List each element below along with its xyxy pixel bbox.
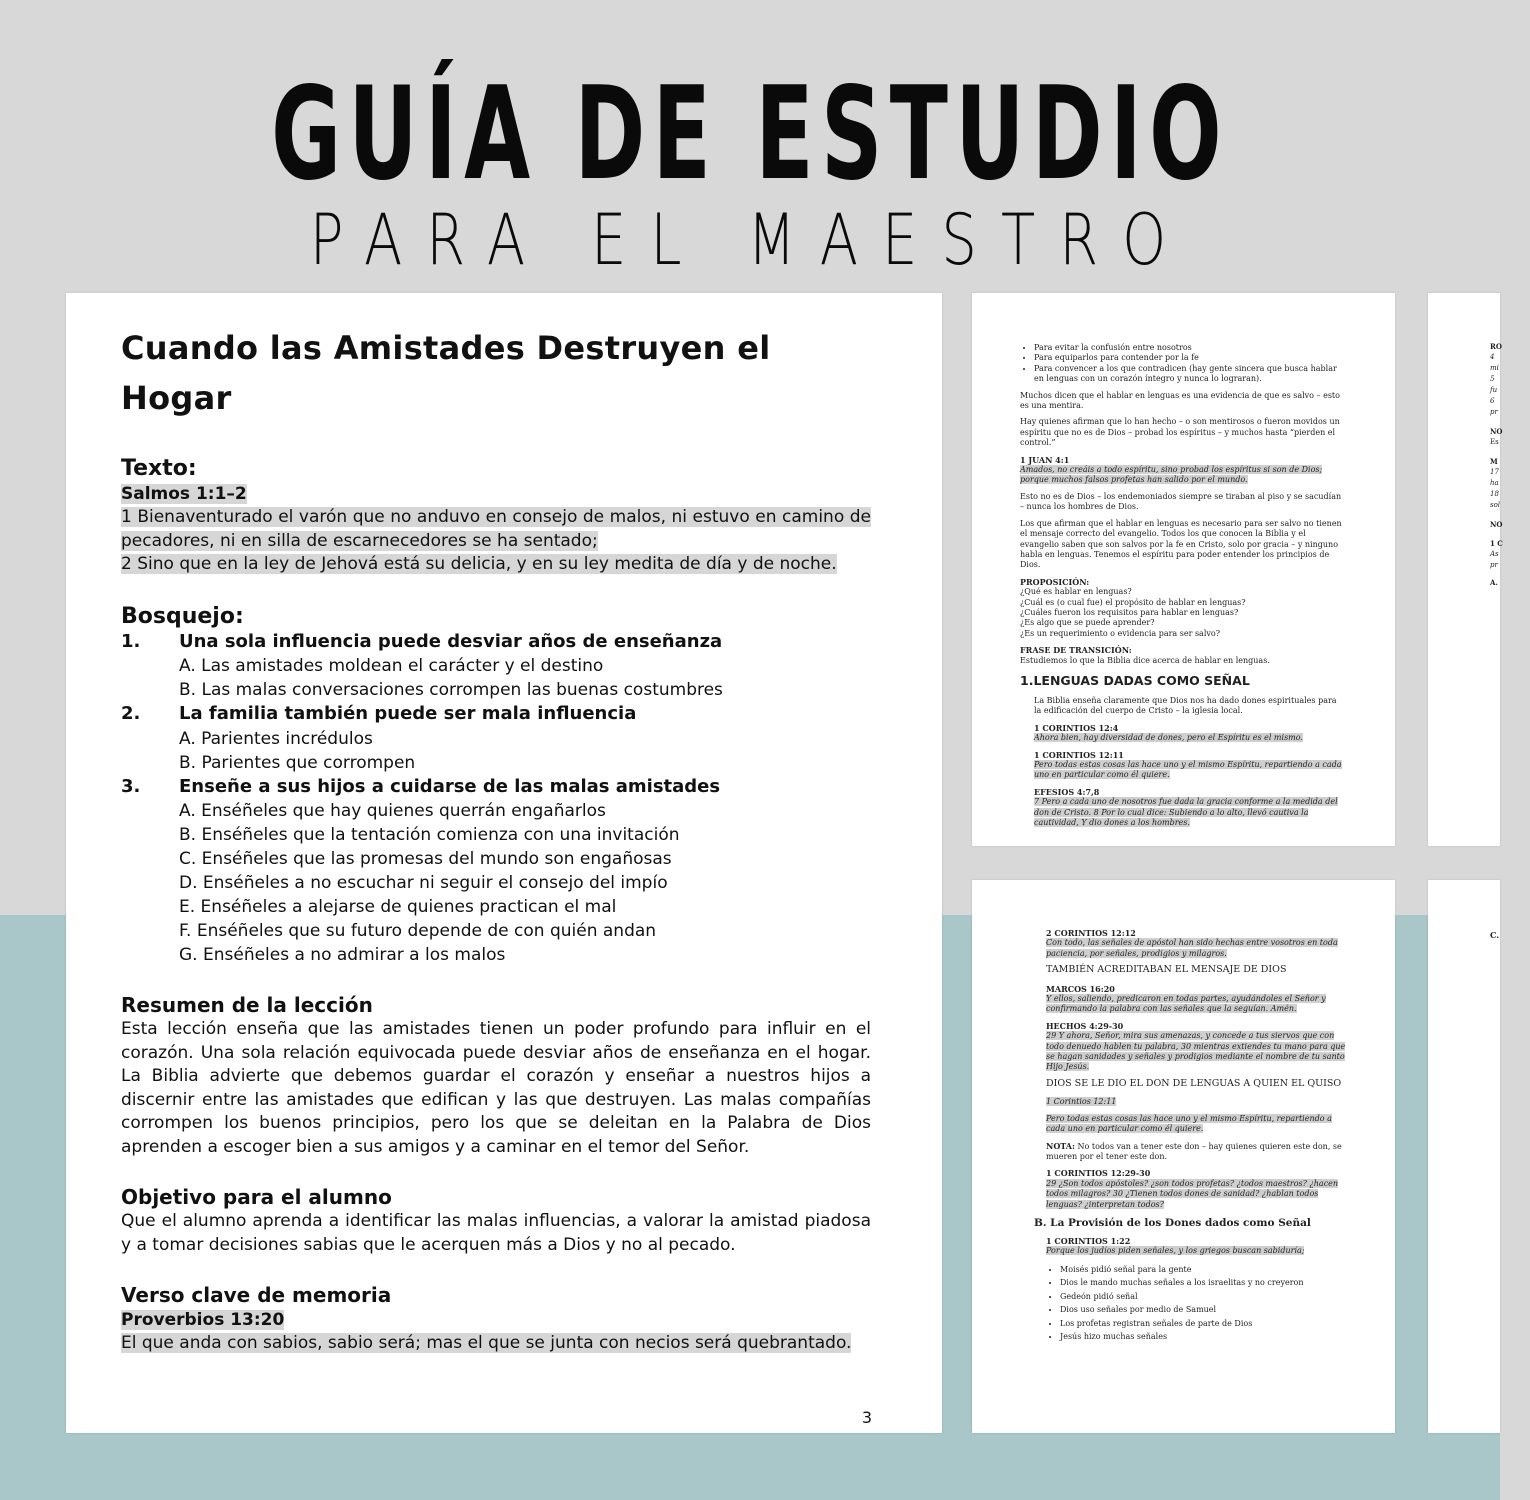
mini-label: PROPOSICIÓN: — [1020, 576, 1090, 587]
mini-fragment: ha — [1490, 479, 1499, 487]
lesson-title: Cuando las Amistades Destruyen el Hogar — [121, 329, 771, 417]
mini-fragment: mi — [1490, 364, 1499, 372]
verso-reference: Proverbios 13:20 — [121, 1310, 285, 1330]
outline-subpoint: A. Enséñeles que hay quienes querrán engañarlos — [179, 801, 606, 821]
mini-reference: 2 CORINTIOS 12:12 — [1046, 928, 1136, 938]
mini-line: ¿Es un requerimiento o evidencia para ser salvo? — [1020, 628, 1221, 638]
mini-reference: HECHOS 4:29-30 — [1046, 1020, 1124, 1031]
mini-verse: Pero todas estas cosas las hace uno y el mismo Espíritu, repartiendo a cada uno en particular como él quiere. — [1034, 760, 1342, 780]
mini-verse: Amados, no creáis a todo espíritu, sino probad los espíritus si son de Dios; porque muchos falsos profetas han salido por el mundo. — [1020, 465, 1323, 485]
mini-fragment: As — [1490, 550, 1499, 558]
outline-point — [121, 775, 871, 800]
outline-number: 1. — [121, 630, 141, 652]
mini-verse: 29 Y ahora, Señor, mira sus amenazas, y concede a tus siervos que con todo denuedo hablen tu palabra, 30 mientras extiendes tu mano para que se hagan sanidades y señales y prodigios mediante el nombre de tu santo Hijo Jesús. — [1046, 1031, 1346, 1072]
mini-fragment: pr — [1490, 561, 1498, 569]
mini-fragment: 17 — [1490, 468, 1499, 476]
mini-label: FRASE DE TRANSICIÓN: — [1020, 645, 1132, 656]
mini-reference: 1 CORINTIOS 12:4 — [1034, 722, 1119, 733]
preview-page-right-top — [1428, 293, 1503, 846]
mini-label: NOTA: — [1046, 1140, 1075, 1151]
mini-line: ¿Cuál es (o cual fue) el propósito de hablar en lenguas? — [1020, 597, 1246, 607]
texto-reference: Salmos 1:1–2 — [121, 484, 247, 504]
preview-page-right-bottom — [1428, 880, 1500, 1433]
resumen-heading: Resumen de la lección — [121, 993, 373, 1017]
mini-verse: 29 ¿Son todos apóstoles? ¿son todos profetas? ¿todos maestros? ¿hacen todos milagros? 30 ¿Tienen todos dones de sanidad? ¿hablan todos lenguas? ¿interpretan todos? — [1046, 1178, 1339, 1209]
mini-fragment: pr — [1490, 408, 1498, 416]
mini-verse: Porque los judíos piden señales, y los griegos buscan sabiduría; — [1046, 1246, 1305, 1256]
mini-fragment: NO — [1490, 520, 1503, 529]
mini-section-heading: B. La Provisión de los Dones dados como Señal — [1034, 1216, 1311, 1229]
mini-fragment: 6 — [1490, 397, 1495, 405]
verso-heading: Verso clave de memoria — [121, 1283, 392, 1307]
mini-verse: Ahora bien, hay diversidad de dones, pero el Espíritu es el mismo. — [1034, 733, 1303, 743]
mini-caption: DIOS SE LE DIO EL DON DE LENGUAS A QUIEN EL QUISO — [1046, 1077, 1342, 1089]
mini-fragment: fu — [1490, 386, 1498, 394]
outline-label: La familia también puede ser mala influencia — [179, 703, 637, 724]
mini-fragment: NO — [1490, 427, 1503, 436]
page-number: 3 — [861, 1408, 872, 1427]
outline-point — [121, 702, 871, 727]
mini-paragraph: La Biblia enseña claramente que Dios nos ha dado dones espirituales para la edificación del cuerpo de Cristo – la iglesia local. — [1034, 695, 1337, 716]
mini-verse: 7 Pero a cada uno de nosotros fue dada la gracia conforme a la medida del don de Cristo. 8 Por lo cual dice: Subiendo a lo alto, llevó cautiva la cautividad, Y dio dones a los hombres. — [1034, 797, 1338, 828]
outline-subpoint: B. Enséñeles que la tentación comienza con una invitación — [179, 825, 680, 845]
mini-paragraph: No todos van a tener este don – hay quienes quieren este don, se mueren por el tener este don. — [1046, 1141, 1342, 1161]
mini-bullet: • Gedeón pidió señal — [1060, 1290, 1346, 1304]
mini-bullet: • Para convencer a los que contradicen (hay gente sincera que busca hablar en lenguas con un corazón íntegro y nunca lo lograran). — [1034, 364, 1346, 385]
texto-verse-2: 2 Sino que en la ley de Jehová está su delicia, y en su ley medita de día y de noche. — [121, 554, 837, 574]
mini-fragment: 18 — [1490, 490, 1499, 498]
objetivo-heading: Objetivo para el alumno — [121, 1185, 392, 1209]
outline-subpoint: C. Enséñeles que las promesas del mundo son engañosas — [179, 849, 672, 869]
mini-reference: EFESIOS 4:7,8 — [1034, 786, 1100, 797]
mini-bullet: • Dios uso señales por medio de Samuel — [1060, 1303, 1346, 1317]
mini-fragment: M — [1490, 457, 1498, 466]
outline-subpoint: E. Enséñeles a alejarse de quienes practican el mal — [179, 897, 617, 917]
mini-fragment: RO — [1490, 342, 1502, 351]
mini-fragment: C. — [1490, 930, 1500, 940]
preview-page-bottom — [972, 880, 1395, 1433]
texto-verse-1: 1 Bienaventurado el varón que no anduvo en consejo de malos, ni estuvo en camino de pecadores, ni en silla de escarnecedores se ha sentado; — [121, 507, 871, 551]
outline-label: Una sola influencia puede desviar años de enseñanza — [179, 630, 723, 652]
mini-fragment: 5 — [1490, 375, 1495, 383]
mini-fragment: 4 — [1490, 353, 1495, 361]
cover-title: GUÍA DE ESTUDIO — [271, 60, 1229, 209]
mini-fragment: Es — [1490, 438, 1499, 446]
preview-page-top — [972, 293, 1395, 846]
mini-bullet: • Jesús hizo muchas señales — [1060, 1330, 1346, 1344]
outline-subpoint: B. Las malas conversaciones corrompen las buenas costumbres — [179, 680, 723, 700]
mini-caption: TAMBIÉN ACREDITABAN EL MENSAJE DE DIOS — [1046, 964, 1287, 976]
mini-paragraph: Los que afirman que el hablar en lenguas es necesario para ser salvo no tienen el mensaje correcto del evangelio. Todos los que conocen la Biblia y el evangelio saben que son salvos por la fe en Cristo, solo por gracia – y ninguno habla en lenguas. Tenemos el espíritu para poder entender los principios de Dios. — [1020, 518, 1342, 570]
mini-fragment: sol — [1490, 501, 1501, 509]
objetivo-body: Que el alumno aprenda a identificar las malas influencias, a valorar la amistad piadosa y a tomar decisiones sabias que le acerquen más a Dios y no al pecado. — [121, 1211, 871, 1255]
verso-text: El que anda con sabios, sabio será; mas el que se junta con necios será quebrantado. — [121, 1333, 852, 1353]
texto-heading: Texto: — [121, 456, 197, 481]
mini-paragraph: Muchos dicen que el hablar en lenguas es una evidencia de que es salvo – esto es una mentira. — [1020, 390, 1340, 411]
outline-number: 3. — [121, 775, 141, 797]
mini-verse: Con todo, las señales de apóstol han sido hechas entre vosotros en toda paciencia, por señales, prodigios y milagros. — [1046, 938, 1338, 958]
outline-subpoint: F. Enséñeles que su futuro depende de con quién andan — [179, 921, 657, 941]
mini-bullet: • Los profetas registran señales de parte de Dios — [1060, 1317, 1346, 1331]
mini-bullet: • Moisés pidió señal para la gente — [1060, 1263, 1346, 1277]
mini-reference: 1 CORINTIOS 12:29-30 — [1046, 1168, 1151, 1179]
mini-fragment: A. — [1490, 578, 1498, 587]
mini-reference: MARCOS 16:20 — [1046, 983, 1115, 994]
outline-subpoint: A. Parientes incrédulos — [179, 728, 373, 749]
outline-subpoint: D. Enséñeles a no escuchar ni seguir el consejo del impío — [179, 873, 668, 893]
resumen-body: Esta lección enseña que las amistades tienen un poder profundo para influir en el corazón. Una sola relación equivocada puede desviar años de enseñanza en el hogar. La Biblia advierte que debemos guardar el corazón y enseñar a nuestros hijos a discernir entre las amistades que edifican y las que destruyen. Las malas compañías corrompen los buenos principios, pero los que se deleitan en la Palabra de Dios aprenden a escoger bien a sus amigos y a caminar en el temor del Señor. — [121, 1019, 871, 1157]
mini-line: ¿Cuáles fueron los requisitos para hablar en lenguas? — [1020, 607, 1239, 617]
mini-verse: Pero todas estas cosas las hace uno y el mismo Espíritu, repartiendo a cada uno en particular como él quiere. — [1046, 1113, 1332, 1134]
mini-paragraph: Hay quienes afirman que lo han hecho – o son mentirosos o fueron movidos un espíritu que no es de Dios – probad los espíritus – y muchos hasta “pierden el control.” — [1020, 417, 1340, 448]
mini-reference: 1 JUAN 4:1 — [1020, 454, 1070, 465]
mini-line: ¿Es algo que se puede aprender? — [1020, 618, 1155, 628]
main-page — [66, 293, 942, 1433]
outline-number: 2. — [121, 703, 141, 724]
mini-section-heading: 1.LENGUAS DADAS COMO SEÑAL — [1020, 672, 1250, 688]
mini-fragment: 1 C — [1490, 539, 1503, 548]
mini-bullet: • Dios le mando muchas señales a los israelitas y no creyeron — [1060, 1276, 1346, 1290]
mini-bullet: • Para evitar la confusión entre nosotros — [1034, 343, 1346, 353]
outline-subpoint: A. Las amistades moldean el carácter y el destino — [179, 656, 604, 676]
bosquejo-heading: Bosquejo: — [121, 603, 244, 629]
cover-subtitle: PARA EL MAESTRO — [309, 199, 1191, 281]
mini-reference: 1 Corintios 12:11 — [1046, 1097, 1117, 1107]
outline-point — [121, 630, 871, 655]
mini-paragraph: Esto no es de Dios – los endemoniados siempre se tiraban al piso y se sacudían – nunca los hombres de Dios. — [1020, 491, 1342, 512]
outline-subpoint: G. Enséñeles a no admirar a los malos — [179, 945, 506, 965]
mini-verse: Y ellos, saliendo, predicaron en todas partes, ayudándoles el Señor y confirmando la palabra con las señales que la seguían. Amén. — [1046, 994, 1326, 1014]
mini-reference: 1 CORINTIOS 12:11 — [1034, 749, 1124, 760]
mini-bullet: • Para equiparlos para contender por la fe — [1034, 353, 1346, 363]
outline-subpoint: B. Parientes que corrompen — [179, 752, 416, 773]
outline-label: Enseñe a sus hijos a cuidarse de las malas amistades — [179, 775, 721, 797]
mini-line: Estudiemos lo que la Biblia dice acerca de hablar en lenguas. — [1020, 655, 1270, 665]
mini-line: ¿Qué es hablar en lenguas? — [1020, 587, 1132, 597]
mini-reference: 1 CORINTIOS 1:22 — [1046, 1235, 1131, 1246]
